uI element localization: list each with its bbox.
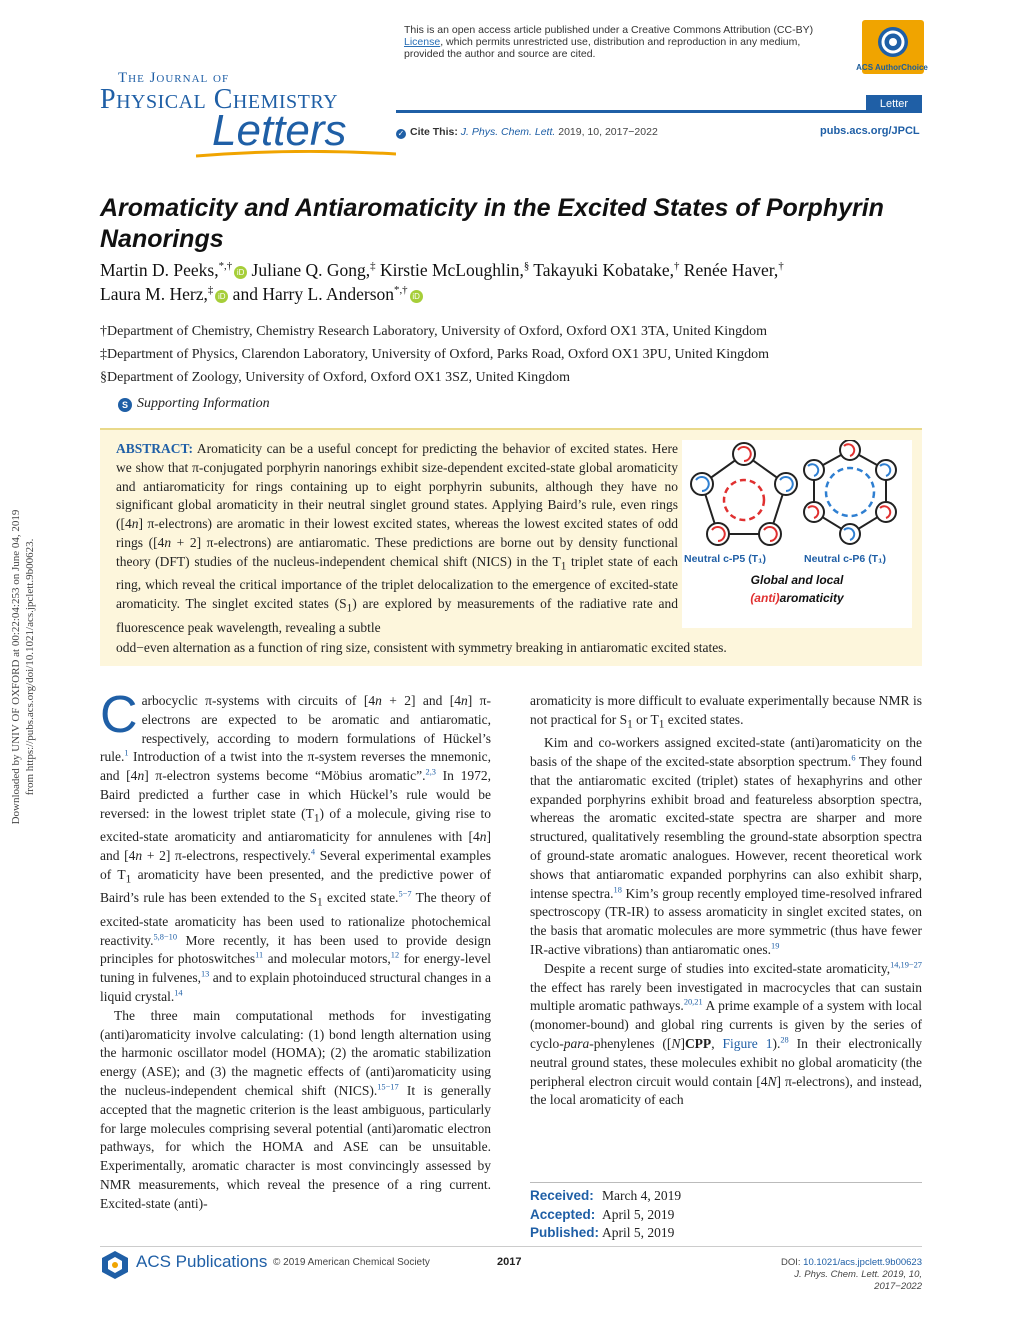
header-rule — [396, 110, 922, 113]
doi-label: DOI: — [780, 1257, 801, 1268]
body-paragraph-2: The three main computational methods for investigating (anti)aromaticity involve calculating: (1) bond length alternation using the harmonic oscillator model (HOMA); (2) the aromatic stabilization energy (ASE); and (3) the magnetic effects of (anti)aromaticity using the nucleus-independent chemical shift (NICS).$^{15-17}$ It is generally accepted that the magnetic criterion is the least ambiguous, particularly for large molecules comprising several potential (anti)aromatic electron pathways, for which the HOMA and ASE can be unsuitable. Experimentally, aromatic character is most convincingly assessed by NMR measurements, which reveal the presence of a ring current. Excited-state (anti)- — [100, 1007, 491, 1211]
body-paragraph-5: Despite a recent surge of studies into excited-state aromaticity,$^{14,19-27}$ the effect has rarely been investigated in macrocycles that can sustain multiple aromatic pathways.$^{20,21}$ A prime example of a system with local (monomer-bound) and global ring currents is given by the series of cyclo-para-phenylenes ([N]CPP, Figure 1).$^{28}$ In their electronically neutral ground states, these molecules exhibit no global aromaticity (the peripheral electron circuit would contain [4N] π-electrons), and instead, the local aromaticity of each — [530, 960, 923, 1108]
toc-caption-2 — [750, 591, 845, 605]
acs-publications-logo-icon[interactable] — [100, 1250, 130, 1280]
supporting-info-link[interactable] — [117, 396, 270, 412]
acs-publications-label[interactable]: ACS Publications — [136, 1252, 268, 1271]
published-date: April 5, 2019 — [602, 1225, 675, 1240]
body-left-column — [100, 686, 492, 1214]
ring-c-p5-icon — [691, 443, 797, 545]
accepted-date: April 5, 2019 — [602, 1206, 675, 1222]
toc-label-right: Neutral c-P6 (T₁) — [804, 553, 886, 565]
received-row — [530, 1187, 922, 1206]
journal-url[interactable]: pubs.acs.org/JPCL — [820, 125, 920, 137]
doi-block — [760, 1257, 922, 1293]
logo-letters: Letters — [212, 106, 347, 155]
open-access-notice — [404, 24, 856, 60]
published-label: Published: — [530, 1225, 600, 1240]
body-right-column — [530, 692, 922, 1110]
toc-caption-2-red: (anti) — [750, 591, 780, 605]
cite-label: Cite This: — [410, 126, 458, 138]
affiliations — [100, 320, 930, 389]
toc-caption-2-rest: aromaticity — [779, 591, 844, 605]
affiliation-3: §Department of Zoology, University of Oxford, Oxford OX1 3SZ, United Kingdom — [100, 370, 570, 385]
accepted-row — [530, 1206, 922, 1225]
oa-line-3: provided the author and source are cited. — [404, 48, 596, 60]
watermark-line-2: from https://pubs.acs.org/doi/10.1021/acs.jpclett.9b00623. — [24, 538, 36, 796]
journal-logo[interactable] — [100, 70, 400, 160]
watermark-line-1: Downloaded by UNIV OF OXFORD at 00:22:04:253 on June 04, 2019 — [10, 509, 22, 825]
article-dates — [530, 1182, 922, 1243]
ring-c-p6-icon — [804, 440, 896, 544]
toc-graphic[interactable] — [682, 440, 912, 628]
toc-caption-1: Global and local — [750, 573, 844, 587]
body-paragraph-1-text: arbocyclic π-systems with circuits of [4n + 2] and [4n] π-electrons are expected to be aromatic and antiaromatic, respectively, according to modern formulations of Hückel’s rule.$^1$ Introduction of a twist into the π-system reverses the mnemonic, and [4n] π-electron systems become “Möbius aromatic”.$^{2,3}$ In 1972, Baird predicted a further case in which Hückel’s rule would be reversed: in the lowest triplet state $(T_1)$ of a molecule, giving rise to excited-state aromaticity and antiaromaticity for annulenes with [4n] and [4n + 2] π-electrons, respectively.$^4$ Several experimental examples of $T_1$ aromaticity have been presented, and the predictive power of Baird’s rule has been extended to the $S_1$ excited state.$^{5-7}$ The theory of excited-state aromaticity has been used to rationalize photochemical reactivity.$^{5,8-10}$ More recently, it has been used to provide design principles for photoswitches$^{11}$ and molecular motors,$^{12}$ for energy-level tuning in fulvenes,$^{13}$ and to explain photoinduced structural changes in a liquid crystal.$^{14}$ — [100, 693, 492, 1005]
cite-journal: J. Phys. Chem. Lett. — [460, 126, 556, 138]
logo-the-journal-of: The Journal of — [118, 70, 230, 86]
download-watermark — [0, 0, 46, 1334]
article-type-tab: Letter — [866, 95, 922, 113]
body-paragraph-1 — [100, 686, 492, 1007]
supporting-info-label: Supporting Information — [137, 396, 270, 411]
cite-icon: ✓ — [397, 129, 405, 138]
abstract-label: ABSTRACT: — [116, 441, 194, 456]
footer-rule — [100, 1246, 922, 1247]
logo-physical-chemistry: Physical Chemistry — [100, 84, 339, 115]
affiliation-2: ‡Department of Physics, Clarendon Laboratory, University of Oxford, Parks Road, Oxford OX1 3PU, United Kingdom — [100, 347, 770, 362]
authorchoice-label: ACS AuthorChoice — [856, 63, 928, 72]
oa-line-2: , which permits unrestricted use, distribution and reproduction in any medium, — [440, 36, 801, 48]
received-date: March 4, 2019 — [602, 1188, 682, 1203]
abstract-body: Aromaticity can be a useful concept for predicting the behavior of excited states. Here we show that π-conjugated porphyrin nanorings exhibit size-dependent excited-state global aromaticity and antiaromaticity for rings containing up to eight porphyrin subunits, although they have no significant global aromaticity in their neutral singlet ground states. Applying Baird’s rule, even rings ([4n] π-electrons) are aromatic in their lowest excited states, whereas the lowest excited states of odd rings ([4n + 2] π-electrons) are antiaromatic. These predictions are borne out by density functional theory (DFT) studies of the nucleus-independent chemical shift (NICS) in the $T_1$ triplet state of each ring, which reveal the critical importance of the triplet delocalization to the emergence of excited-state aromaticity. The singlet excited states $(S_1)$ are explored by measurements of the radiative rate and fluorescence peak wavelength, revealing a subtle — [116, 441, 679, 635]
doi-row — [760, 1257, 922, 1269]
drop-cap: C — [100, 686, 138, 744]
copyright: © 2019 American Chemical Society — [273, 1257, 430, 1268]
author-list: Martin D. Peeks,*,†iD Juliane Q. Gong,‡ Kirstie McLoughlin,§ Takayuki Kobatake,† Renée Haver,† Laura M. Herz,‡iD and Harry L. Anderson*,†iD — [100, 260, 784, 304]
body-paragraph-4: Kim and co-workers assigned excited-state (anti)aromaticity on the basis of the shape of the excited-state absorption spectrum.$^6$ They found that the antiaromatic excited (triplet) states of hexaphyrins and other expanded porphyrins exhibit broad and featureless absorption spectra, whereas the aromatic excited-state spectra are sharper and more structured, qualitatively resembling the ground-state absorption spectra of ground-state aromatic analogues. However, recent theoretical work shows that antiaromatic expanded porphyrins can also exhibit sharp, intense spectra.$^{18}$ Kim’s group recently employed time-resolved infrared spectroscopy (TR-IR) to assess aromaticity in singlet excited states, on the basis that aromatic molecules are more symmetric (thus have fewer IR-active vibrations) than antiaromatic ones.$^{19}$ — [530, 735, 923, 958]
published-row — [530, 1224, 922, 1243]
oa-line-1: This is an open access article published under a Creative Commons Attribution (CC-BY) — [404, 24, 814, 36]
article-title: Aromaticity and Antiaromaticity in the Excited States of Porphyrin Nanorings — [100, 194, 884, 253]
accepted-label: Accepted: — [530, 1206, 596, 1222]
page-number: 2017 — [497, 1256, 522, 1268]
toc-label-left: Neutral c-P5 (T₁) — [684, 553, 766, 565]
abstract-text — [116, 440, 678, 637]
doi-link[interactable]: 10.1021/acs.jpclett.9b00623 — [803, 1257, 922, 1268]
abstract-box — [100, 428, 922, 666]
supporting-info-icon: S — [118, 398, 132, 412]
cite-this[interactable] — [396, 126, 658, 139]
footer-citation: J. Phys. Chem. Lett. 2019, 10, 2017−2022 — [794, 1269, 922, 1292]
body-paragraph-3: aromaticity is more difficult to evaluate experimentally because NMR is not practical for $S_1$ or $T_1$ excited states. — [530, 693, 922, 731]
affiliation-1: †Department of Chemistry, Chemistry Research Laboratory, University of Oxford, Oxford OX1 3TA, United Kingdom — [100, 324, 767, 339]
logo-swoosh-icon — [196, 150, 396, 158]
license-link[interactable]: License — [404, 36, 441, 48]
abstract-tail: odd−even alternation as a function of ring size, consistent with symmetry breaking in antiaromatic excited states. — [116, 640, 727, 655]
received-label: Received: — [530, 1188, 594, 1203]
cite-rest: 2019, 10, 2017−2022 — [558, 126, 658, 138]
